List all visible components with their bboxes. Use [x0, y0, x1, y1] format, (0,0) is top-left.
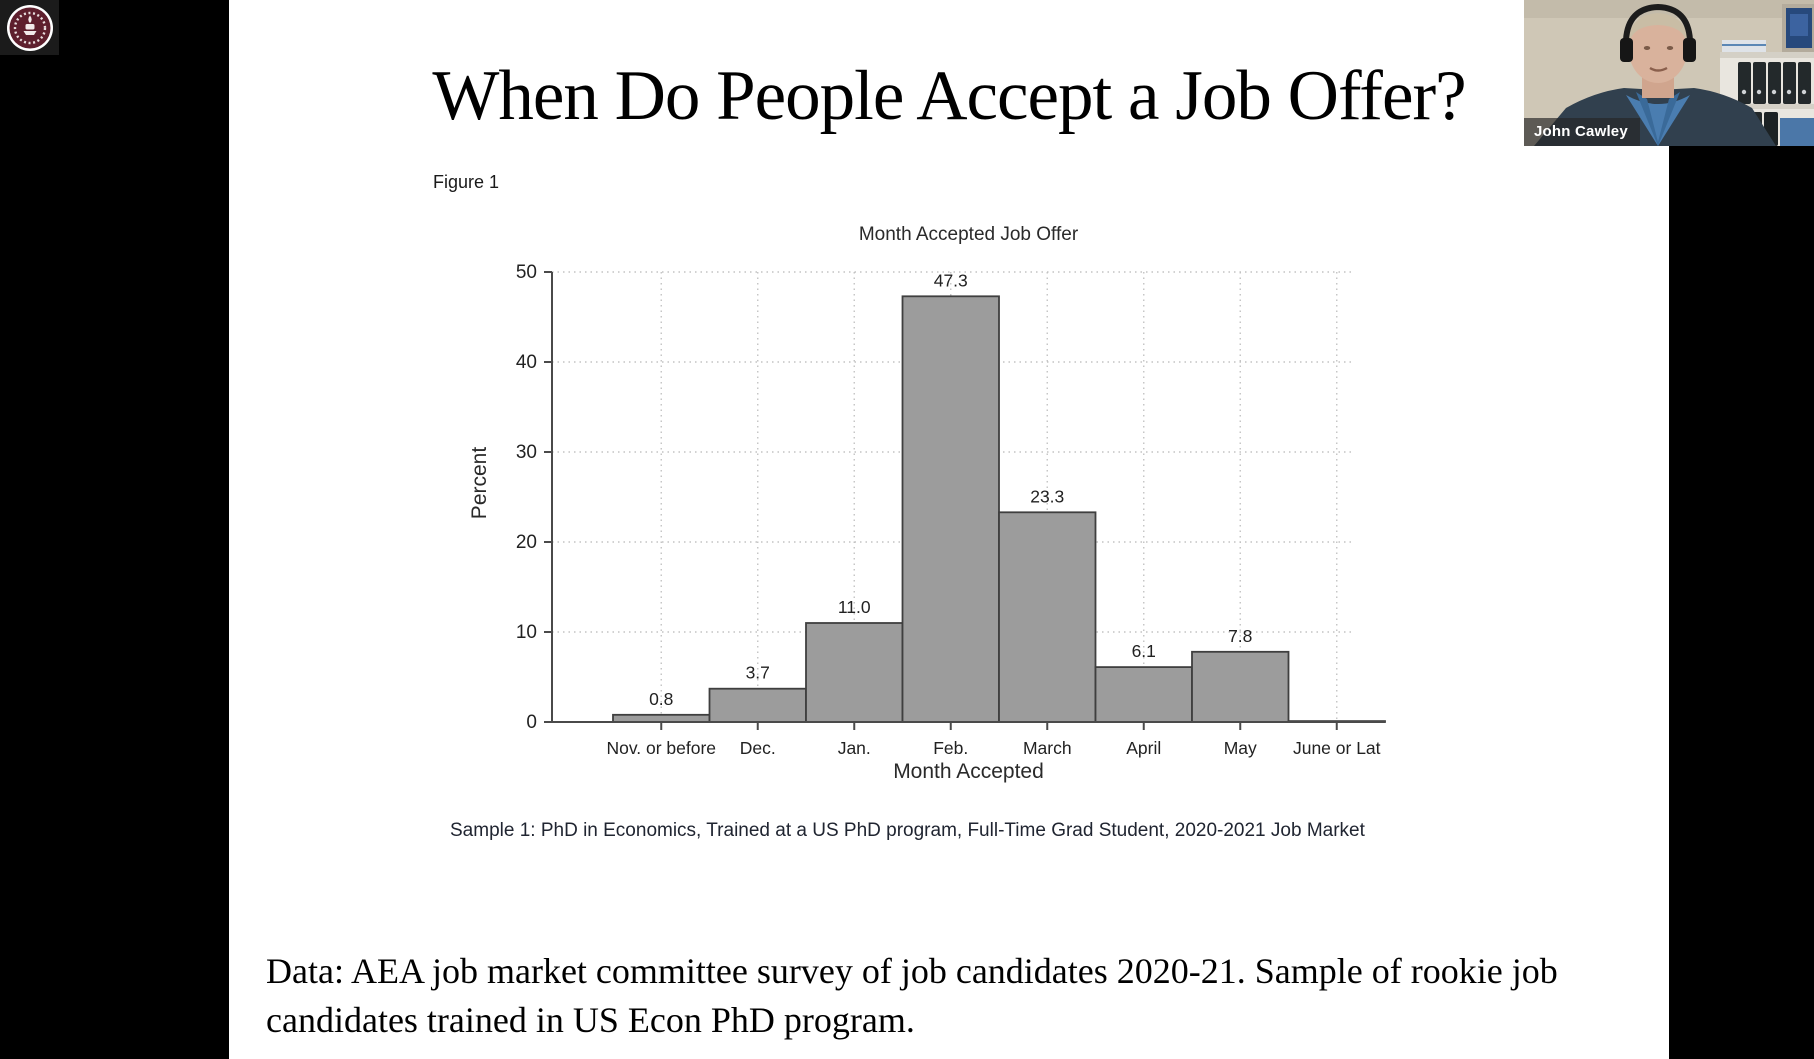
svg-text:40: 40	[515, 352, 537, 373]
participant-video[interactable]	[1524, 0, 1814, 146]
y-axis-label: Percent	[468, 446, 491, 520]
svg-text:30: 30	[515, 442, 537, 463]
presentation-slide	[229, 0, 1669, 1059]
participant-name-label: John Cawley	[1524, 118, 1640, 146]
svg-text:April: April	[1126, 738, 1162, 758]
sample-caption: Sample 1: PhD in Economics, Trained at a US PhD program, Full-Time Grad Student, 2020-2021 Job Market	[450, 820, 1365, 841]
figure-label: Figure 1	[433, 172, 500, 192]
seal-logo-icon	[0, 0, 59, 55]
chart-title: Month Accepted Job Offer	[858, 224, 1079, 245]
x-axis-label: Month Accepted	[893, 760, 1044, 783]
svg-text:6.1: 6.1	[1131, 641, 1156, 662]
svg-text:47.3: 47.3	[933, 270, 968, 291]
svg-text:3.7: 3.7	[745, 662, 770, 683]
bar-chart	[229, 0, 1669, 1059]
svg-text:50: 50	[515, 262, 537, 283]
letterbox-left	[0, 0, 229, 1059]
svg-text:Feb.: Feb.	[933, 738, 969, 758]
svg-text:March: March	[1022, 738, 1072, 758]
svg-text:Nov. or before: Nov. or before	[606, 738, 717, 758]
svg-text:11.0: 11.0	[837, 597, 871, 617]
svg-text:10: 10	[515, 622, 537, 643]
svg-text:20: 20	[515, 532, 537, 553]
svg-text:23.3: 23.3	[1030, 486, 1065, 507]
svg-text:Dec.: Dec.	[739, 738, 776, 758]
svg-text:7.8: 7.8	[1228, 625, 1253, 646]
svg-text:Jan.: Jan.	[837, 738, 871, 758]
slide-title: When Do People Accept a Job Offer?	[432, 57, 1466, 135]
svg-text:0: 0	[526, 712, 537, 733]
svg-text:0.8: 0.8	[649, 688, 674, 709]
svg-text:May: May	[1223, 738, 1257, 758]
svg-text:June or Lat: June or Lat	[1292, 738, 1381, 758]
letterbox-right	[1669, 0, 1814, 1059]
data-note: Data: AEA job market committee survey of job candidates 2020-21. Sample of rookie job candidates trained in US Econ PhD program.	[266, 951, 1558, 1040]
